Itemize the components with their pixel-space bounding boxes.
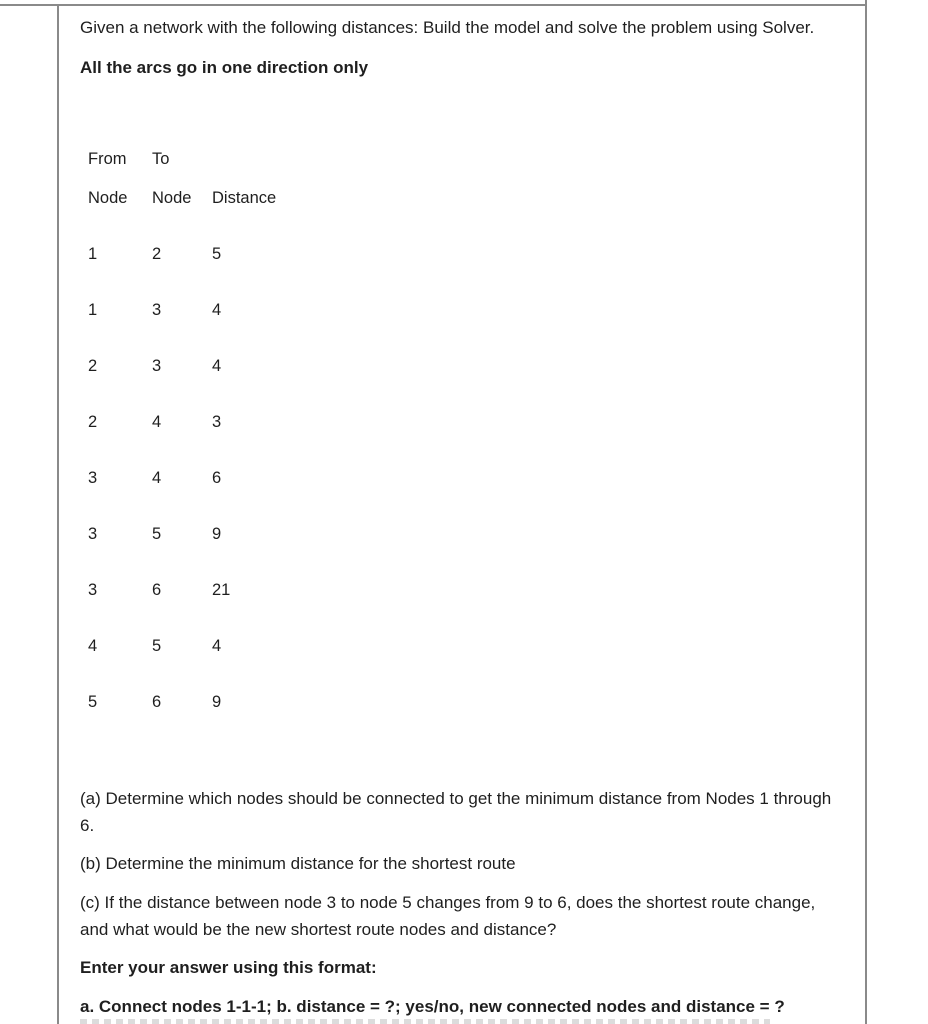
table-cell-from: 2 (88, 357, 98, 375)
table-row (88, 636, 842, 656)
table-cell-to: 6 (152, 693, 162, 711)
table-cell-distance: 5 (212, 245, 222, 263)
table-row (88, 356, 842, 376)
table-cell-from: 4 (88, 637, 98, 655)
table-cell-to: 3 (152, 357, 162, 375)
answer-format-heading: Enter your answer using this format: (80, 958, 377, 977)
answer-format-example: a. Connect nodes 1-1-1; b. distance = ?; yes/no, new connected nodes and distance = ? (80, 997, 785, 1016)
table-cell-to: 4 (152, 469, 162, 487)
panel-right-border (865, 0, 867, 1024)
table-row (88, 692, 842, 712)
table-row (88, 468, 842, 488)
distance-table (88, 149, 842, 712)
table-cell-distance: 9 (212, 525, 222, 543)
table-header-row-1 (88, 149, 842, 169)
table-cell-from: 3 (88, 525, 98, 543)
question-c: (c) If the distance between node 3 to node 5 changes from 9 to 6, does the shortest route change, and what would be the new shortest route nodes and distance? (80, 893, 816, 939)
table-row (88, 300, 842, 320)
table-cell-to: 6 (152, 581, 162, 599)
table-cell-from: 2 (88, 413, 98, 431)
table-header-cell: Distance (212, 189, 277, 207)
question-b: (b) Determine the minimum distance for the shortest route (80, 854, 516, 873)
problem-statement: Given a network with the following distances: Build the model and solve the problem using Solver. (80, 18, 815, 37)
clipped-text-line (80, 1019, 770, 1024)
table-cell-from: 3 (88, 581, 98, 599)
table-cell-distance: 3 (212, 413, 222, 431)
table-row (88, 244, 842, 264)
problem-subtitle: All the arcs go in one direction only (80, 58, 369, 77)
table-cell-to: 5 (152, 525, 162, 543)
table-cell-from: 1 (88, 301, 98, 319)
table-header-cell: From (88, 150, 127, 168)
table-cell-to: 2 (152, 245, 162, 263)
table-cell-distance: 4 (212, 357, 222, 375)
table-cell-to: 5 (152, 637, 162, 655)
table-cell-from: 1 (88, 245, 98, 263)
table-cell-distance: 6 (212, 469, 222, 487)
problem-content (80, 0, 842, 1020)
table-cell-to: 4 (152, 413, 162, 431)
table-cell-distance: 21 (212, 581, 231, 599)
table-row (88, 580, 842, 600)
panel-left-border (57, 4, 59, 1024)
question-a: (a) Determine which nodes should be connected to get the minimum distance from Nodes 1 through 6. (80, 789, 832, 835)
table-cell-distance: 4 (212, 637, 222, 655)
table-header-row-2 (88, 188, 842, 208)
table-cell-from: 3 (88, 469, 98, 487)
table-cell-from: 5 (88, 693, 98, 711)
table-cell-to: 3 (152, 301, 162, 319)
table-header-cell: To (152, 150, 170, 168)
table-row (88, 412, 842, 432)
table-header-cell: Node (152, 189, 192, 207)
table-cell-distance: 9 (212, 693, 222, 711)
table-row (88, 524, 842, 544)
table-cell-distance: 4 (212, 301, 222, 319)
table-header-cell: Node (88, 189, 128, 207)
